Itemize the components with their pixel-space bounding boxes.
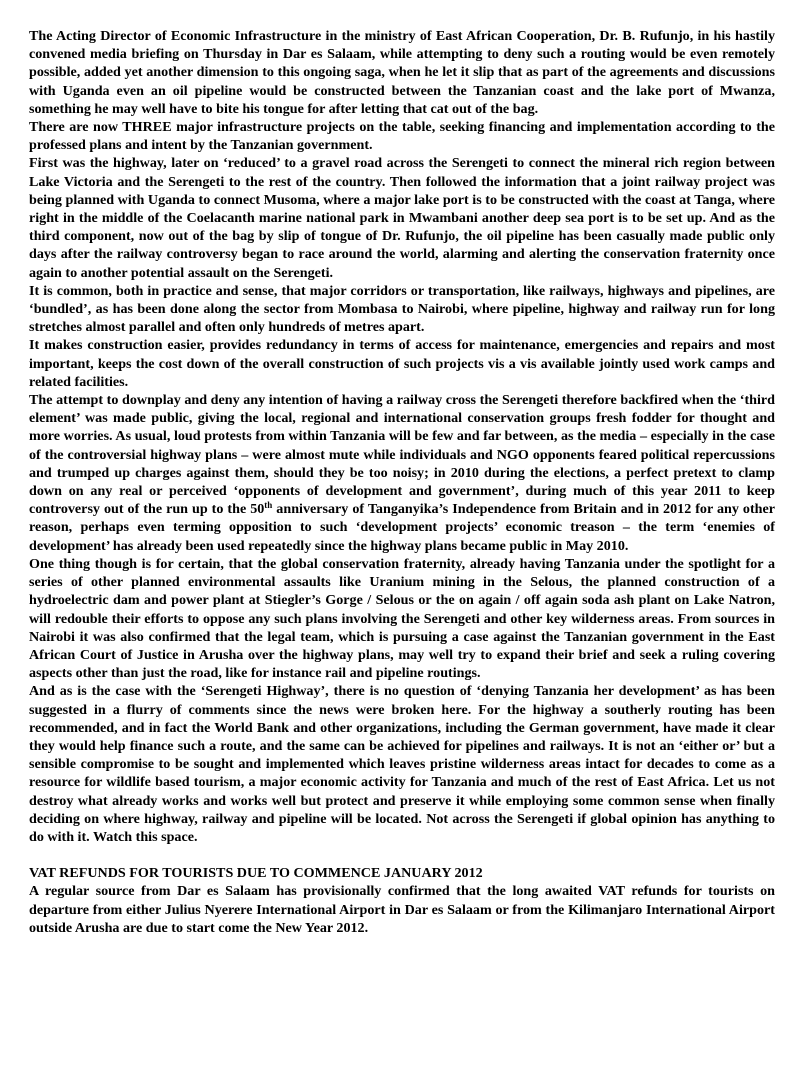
- paragraph-rufunjo-briefing: The Acting Director of Economic Infrastructure in the ministry of East African Cooperation, Dr. B. Rufunjo, in his hastily convened media briefing on Thursday in Dar es Salaam, while attempting to deny such a routing would be even remotely possible, added yet another dimension to this ongoing saga, when he let it slip that as part of the agreements and discussions with Uganda even an oil pipeline would be constructed between the Tanzanian coast and the lake port of Mwanza, something he may well have to bite his tongue for after letting that cat out of the bag.: [29, 28, 775, 117]
- paragraph-three-projects: There are now THREE major infrastructure projects on the table, seeking financing and implementation according to the professed plans and intent by the Tanzanian government.: [29, 119, 775, 154]
- paragraph-highway-railway-pipeline: First was the highway, later on ‘reduced’ to a gravel road across the Serengeti to connect the mineral rich region between Lake Victoria and the Serengeti to the rest of the country. Then followed the information that a joint railway project was being planned with Uganda to connect Musoma, where a major lake port is to be constructed with the coast at Tanga, where right in the middle of the Coelacanth marine national park in Mwambani another deep sea port is to be set up. And as the third component, now out of the bag by slip of tongue of Dr. Rufunjo, the oil pipeline has been casually made public only days after the railway controversy began to race around the world, alarming and alerting the conservation fraternity once again to another potential assault on the Serengeti.: [29, 155, 775, 281]
- section-gap: [29, 846, 775, 864]
- section-heading-vat-refunds: VAT REFUNDS FOR TOURISTS DUE TO COMMENCE JANUARY 2012: [29, 865, 483, 882]
- paragraph-construction-easier: It makes construction easier, provides redundancy in terms of access for maintenance, emergencies and repairs and most important, keeps the cost down of the overall construction of such projects vis a vis available jointly used work camps and related facilities.: [29, 337, 775, 390]
- document-page: [29, 0, 775, 1086]
- superscript-th: th: [264, 500, 273, 511]
- paragraph-global-conservation: One thing though is for certain, that the global conservation fraternity, already having Tanzania under the spotlight for a series of other planned environmental assaults like Uranium mining in the Selous, the planned construction of a hydroelectric dam and power plant at Stiegler’s Gorge / Selous or the on again / off again soda ash plant on Lake Natron, will redouble their efforts to oppose any such plans involving the Serengeti and other key wilderness areas. From sources in Nairobi it was also confirmed that the legal team, which is pursuing a case against the Tanzanian government in the East African Court of Justice in Arusha over the highway plans, may well try to expand their brief and seek a ruling covering aspects other than just the road, like for instance rail and pipeline routings.: [29, 555, 775, 682]
- paragraph-downplay-text-2: anniversary of Tanganyika’s Independence from Britain and in 2012 for any other reason, perhaps even terming opposition to such ‘development projects’ economic treason – the term ‘enemies of development’ has already been used repeatedly since the highway plans became public in May 2010.: [29, 501, 775, 554]
- paragraph-serengeti-highway: And as is the case with the ‘Serengeti Highway’, there is no question of ‘denying Tanzania her development’ as has been suggested in a flurry of comments since the news were broken here. For the highway a southerly routing has been recommended, and in fact the World Bank and other organizations, including the German government, have made it clear they would help finance such a route, and the same can be achieved for pipelines and railways. It is not an ‘either or’ but a sensible compromise to be sought and implemented which leaves pristine wilderness areas intact for decades to come as a resource for wildlife based tourism, a major economic activity for Tanzania and much of the rest of East Africa. Let us not destroy what already works and works well but protect and preserve it while employing some common sense when finally deciding on where highway, railway and pipeline will be located. Not across the Serengeti if global opinion has anything to do with it. Watch this space.: [29, 683, 775, 845]
- paragraph-downplay-backfired: [29, 391, 775, 555]
- paragraph-bundled-corridors: It is common, both in practice and sense, that major corridors or transportation, like railways, highways and pipelines, are ‘bundled’, as has been done along the sector from Mombasa to Nairobi, where pipeline, highway and railway run for long stretches almost parallel and often only hundreds of metres apart.: [29, 282, 775, 336]
- paragraph-downplay-text-1: The attempt to downplay and deny any intention of having a railway cross the Serengeti therefore backfired when the ‘third element’ was made public, giving the local, regional and international conservation groups fresh fodder for thought and more worries. As usual, loud protests from within Tanzania will be few and far between, as the media – especially in the case of the controversial highway plans – were almost mute while individuals and NGO opponents feared political repercussions and trumped up charges against them, should they be too noisy; in 2010 during the elections, a perfect pretext to clamp down on any real or perceived ‘opponents of development and government’, during much of this year 2011 to keep controversy out of the run up to the 50: [29, 392, 775, 518]
- paragraph-vat-refunds: A regular source from Dar es Salaam has provisionally confirmed that the long awaited VAT refunds for tourists on departure from either Julius Nyerere International Airport in Dar es Salaam or from the Kilimanjaro International Airport outside Arusha are due to start come the New Year 2012.: [29, 883, 775, 936]
